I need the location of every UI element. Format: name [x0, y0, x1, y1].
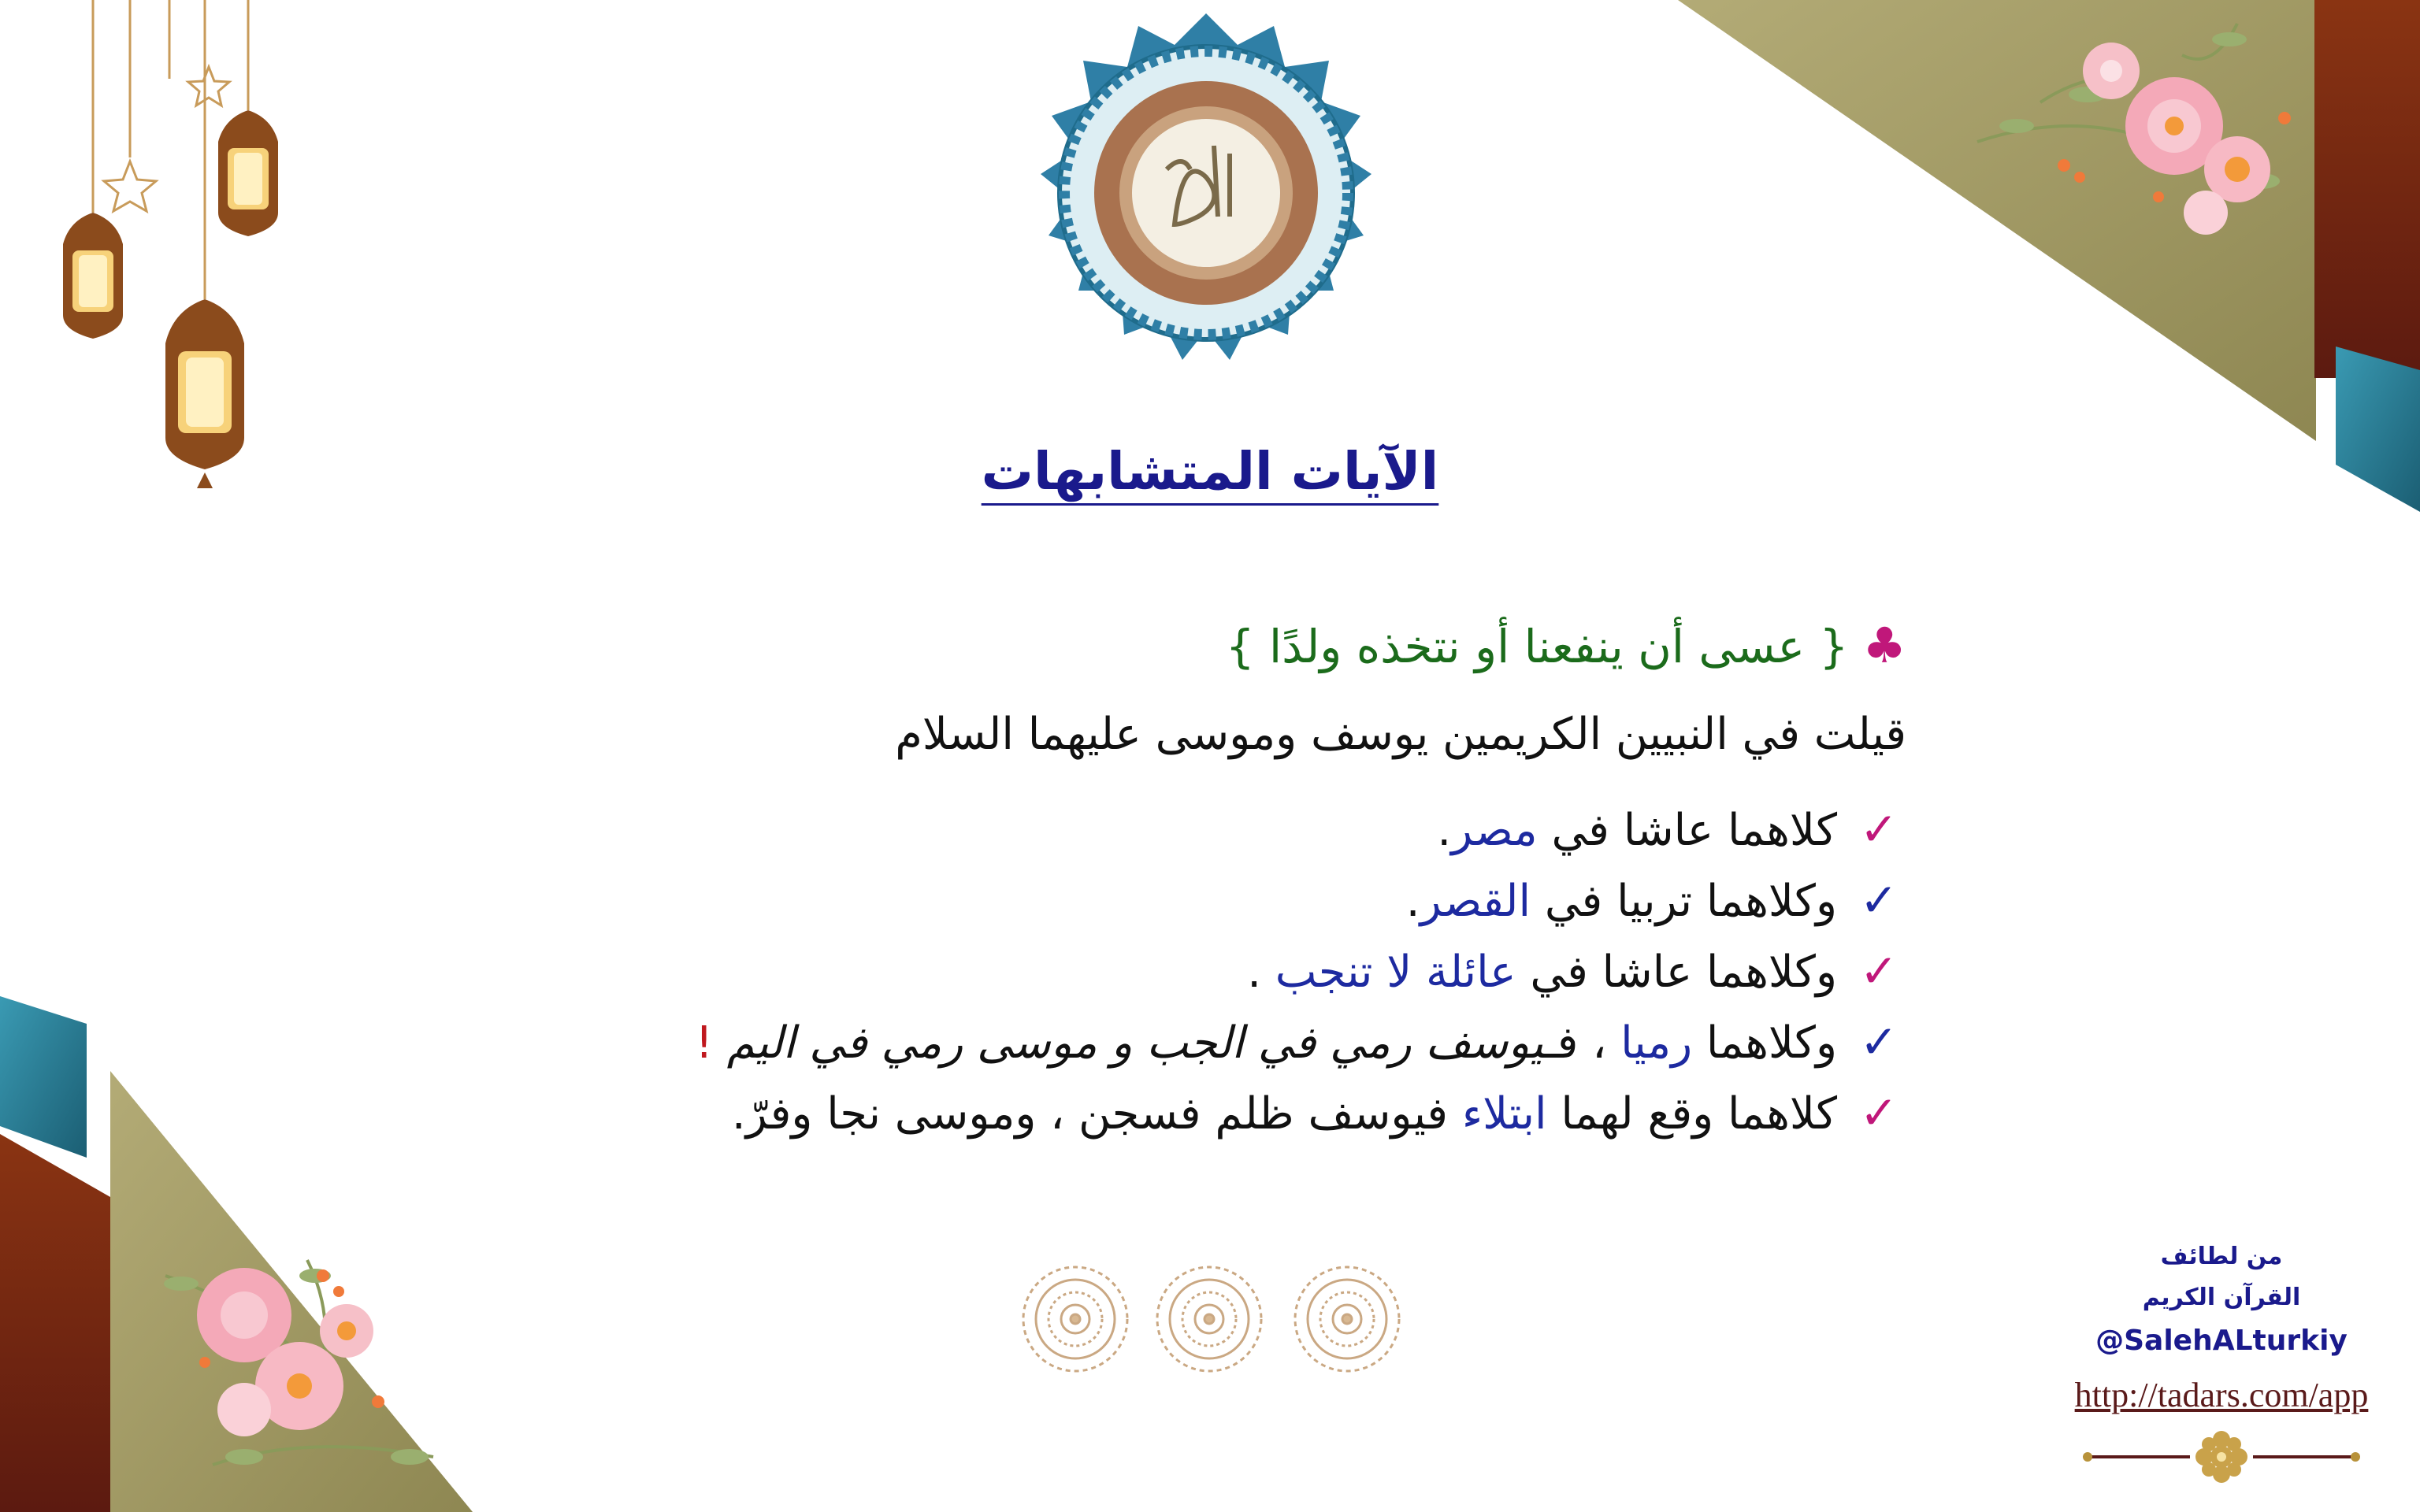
- list-item: [347, 865, 1906, 936]
- club-icon: ♣: [1862, 617, 1906, 674]
- point-text: وكلاهما تربيا في: [1531, 876, 1837, 927]
- check-icon: ✓: [1859, 1015, 1899, 1069]
- top-right-teal-tab: [2336, 346, 2420, 512]
- point-text-end: .: [1405, 876, 1420, 927]
- flower-bouquet-top-right: [1946, 8, 2316, 284]
- website-link[interactable]: http://tadars.com/app: [2074, 1376, 2369, 1414]
- points-list: [347, 795, 1906, 1149]
- point-text-end: .: [1247, 947, 1275, 998]
- signature-line1: من لطائف: [2160, 1243, 2283, 1270]
- bottom-left-teal-tab: [0, 996, 87, 1158]
- rosette-ornaments: [1016, 1260, 1410, 1378]
- point-italic-text: يوسف رمي في الجب و موسى رمي في اليم: [726, 1017, 1545, 1069]
- list-item: [347, 936, 1906, 1007]
- bottom-left-brown-strip: [0, 1134, 110, 1512]
- point-highlight: مصر: [1451, 805, 1538, 856]
- verse-line: [347, 606, 1906, 686]
- quran-emblem-medallion: [1021, 8, 1391, 378]
- point-highlight: ابتلاء: [1461, 1088, 1547, 1140]
- page-title: الآيات المتشابهات: [981, 441, 1439, 502]
- point-text-mid: ، فـ: [1544, 1017, 1621, 1069]
- point-text: كلاهما وقع لهما: [1546, 1088, 1837, 1140]
- list-item: [347, 1007, 1906, 1078]
- verse-text: { عسى أن ينفعنا أو نتخذه ولدًا }: [1225, 620, 1849, 673]
- point-highlight: عائلة لا تنجب: [1275, 947, 1516, 998]
- divider-ornament-icon: [2080, 1421, 2363, 1492]
- lantern-large: [165, 299, 244, 488]
- point-text: وكلاهما: [1692, 1017, 1837, 1069]
- point-text-end: .: [1437, 805, 1452, 856]
- list-item: [347, 795, 1906, 865]
- exclamation-mark: !: [695, 1017, 727, 1069]
- check-icon: ✓: [1859, 873, 1899, 927]
- top-right-brown-strip: [2314, 0, 2420, 378]
- point-text: وكلاهما عاشا في: [1516, 947, 1837, 998]
- point-highlight: رميا: [1620, 1017, 1693, 1069]
- intro-text: قيلت في النبيين الكريمين يوسف وموسى عليهما السلام: [895, 709, 1906, 760]
- point-text: كلاهما عاشا في: [1537, 805, 1837, 856]
- flower-bouquet-bottom-left: [150, 1228, 481, 1496]
- lantern-right: [218, 110, 278, 236]
- main-content: [347, 606, 1906, 1149]
- check-icon: ✓: [1859, 944, 1899, 998]
- signature-block: [2040, 1236, 2403, 1495]
- lantern-small-left: [63, 213, 123, 339]
- lanterns-decoration: [47, 0, 307, 504]
- check-icon: ✓: [1859, 802, 1899, 856]
- signature-line2: القرآن الكريم: [2142, 1284, 2301, 1311]
- check-icon: ✓: [1859, 1086, 1899, 1140]
- twitter-handle: @SalehALturkiy: [2095, 1325, 2348, 1357]
- point-text-end: فيوسف ظلم فسجن ، وموسى نجا وفرّ.: [731, 1088, 1462, 1140]
- point-highlight: القصر: [1420, 876, 1531, 927]
- list-item: [347, 1078, 1906, 1149]
